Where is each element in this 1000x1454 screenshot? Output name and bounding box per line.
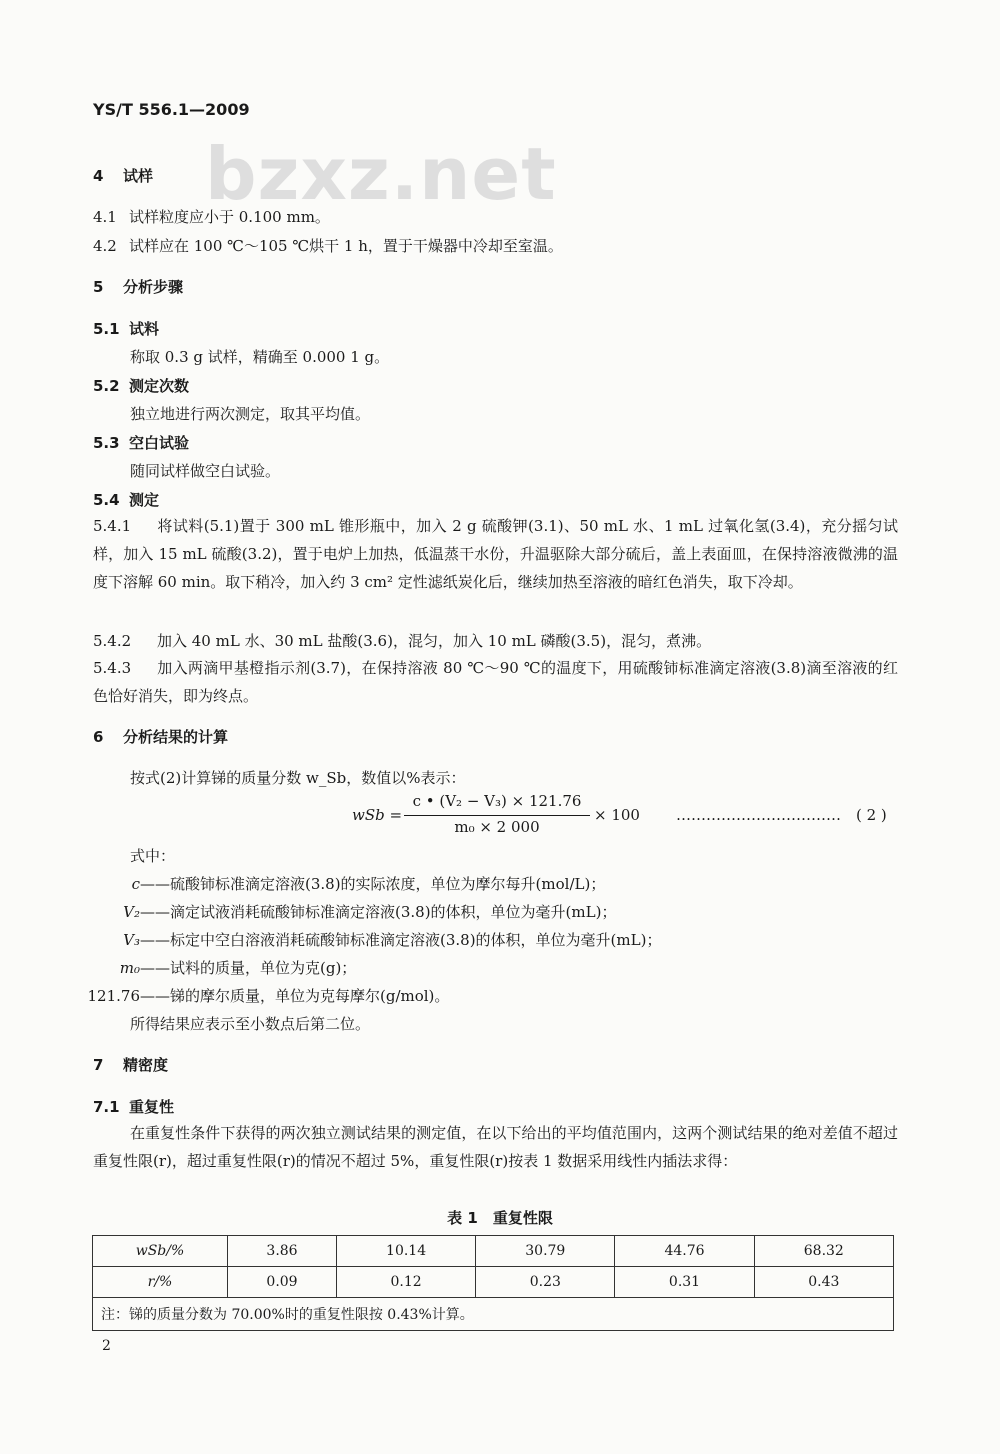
definition-dash: —— xyxy=(140,875,170,893)
table-cell: 0.43 xyxy=(754,1267,893,1298)
repeatability-table xyxy=(92,1235,894,1331)
table-row xyxy=(93,1298,894,1331)
section-title: 分析步骤 xyxy=(123,278,184,296)
clause-number: 4.2 xyxy=(93,237,117,255)
definition-symbol: V₂ xyxy=(123,903,140,921)
definition-dash: —— xyxy=(140,903,170,921)
clause-5-4-3 xyxy=(93,654,898,710)
section-number: 4 xyxy=(93,167,104,185)
clause-7-1-heading xyxy=(93,1096,174,1117)
clause-number: 7.1 xyxy=(93,1098,120,1116)
definition-text: 硫酸铈标准滴定溶液(3.8)的实际浓度，单位为摩尔每升(mol/L)； xyxy=(170,875,606,893)
table-cell: 0.31 xyxy=(615,1267,754,1298)
row-label: wSb/% xyxy=(93,1236,228,1267)
clause-number: 4.1 xyxy=(93,208,117,226)
formula-lhs: wSb = xyxy=(352,806,403,824)
clause-number: 5.4.1 xyxy=(93,517,132,535)
clause-number: 5.3 xyxy=(93,434,120,452)
clause-5-1-heading xyxy=(93,318,159,339)
table-cell: 0.09 xyxy=(228,1267,337,1298)
clause-number: 5.2 xyxy=(93,377,120,395)
definition-text: 试料的质量，单位为克(g)； xyxy=(170,959,357,977)
clause-5-4-1 xyxy=(93,512,898,596)
clause-4-1 xyxy=(93,206,330,227)
watermark: bzxz.net xyxy=(205,132,557,216)
definition-text: 锑的摩尔质量，单位为克每摩尔(g/mol)。 xyxy=(170,987,450,1005)
section-7-heading xyxy=(93,1054,168,1075)
clause-number: 5.4.2 xyxy=(93,632,132,650)
formula-numerator: c • (V₂ − V₃) × 121.76 xyxy=(412,792,582,810)
clause-title: 空白试验 xyxy=(129,434,190,452)
definition-row xyxy=(50,957,356,978)
definition-row xyxy=(50,901,616,922)
clause-4-2 xyxy=(93,235,563,256)
definition-dash: —— xyxy=(140,959,170,977)
table-cell: 10.14 xyxy=(337,1236,476,1267)
formula-leader-dots: …………………………… xyxy=(676,806,841,824)
clause-5-3-heading xyxy=(93,432,189,453)
definition-text: 标定中空白溶液消耗硫酸铈标准滴定溶液(3.8)的体积，单位为毫升(mL)； xyxy=(170,931,662,949)
clause-5-3-text: 随同试样做空白试验。 xyxy=(130,462,281,480)
table-cell: 3.86 xyxy=(228,1236,337,1267)
definition-symbol: 121.76 xyxy=(87,987,140,1005)
definition-row xyxy=(50,873,605,894)
definition-dash: —— xyxy=(140,987,170,1005)
section-5-heading xyxy=(93,276,183,297)
clause-7-1-text: 在重复性条件下获得的两次独立测试结果的测定值，在以下给出的平均值范围内，这两个测试结果的绝对差值不超过重复性限(r)，超过重复性限(r)的情况不超过 5%，重复性限(r)按表 1 数据采用线性内插法求得： xyxy=(93,1124,898,1170)
section-number: 6 xyxy=(93,728,104,746)
table-row xyxy=(93,1236,894,1267)
clause-text: 加入两滴甲基橙指示剂(3.7)，在保持溶液 80 ℃～90 ℃的温度下，用硫酸铈标准滴定溶液(3.8)滴至溶液的红色恰好消失，即为终点。 xyxy=(93,659,898,705)
table-1-title: 表 1 重复性限 xyxy=(447,1209,553,1227)
clause-title: 重复性 xyxy=(129,1098,175,1116)
clause-title: 试料 xyxy=(129,320,160,338)
calculation-intro: 按式(2)计算锑的质量分数 w_Sb，数值以%表示： xyxy=(130,769,466,787)
section-6-heading xyxy=(93,726,228,747)
clause-text: 加入 40 mL 水、30 mL 盐酸(3.6)，混匀，加入 10 mL 磷酸(3.5)，混匀，煮沸。 xyxy=(157,632,712,650)
clause-5-2-heading xyxy=(93,375,189,396)
clause-number: 5.4.3 xyxy=(93,659,132,677)
table-note: 注：锑的质量分数为 70.00%时的重复性限按 0.43%计算。 xyxy=(93,1298,894,1331)
row-label: r/% xyxy=(93,1267,228,1298)
table-cell: 68.32 xyxy=(754,1236,893,1267)
formula-multiplier: × 100 xyxy=(594,806,640,824)
formula-denominator: m₀ × 2 000 xyxy=(454,818,540,836)
table-cell: 0.23 xyxy=(476,1267,615,1298)
section-4-heading xyxy=(93,165,153,186)
definition-symbol: m₀ xyxy=(119,959,140,977)
clause-5-1-text: 称取 0.3 g 试样，精确至 0.000 1 g。 xyxy=(130,348,390,366)
definition-text: 滴定试液消耗硫酸铈标准滴定溶液(3.8)的体积，单位为毫升(mL)； xyxy=(170,903,617,921)
table-cell: 44.76 xyxy=(615,1236,754,1267)
clause-number: 5.1 xyxy=(93,320,120,338)
where-label: 式中： xyxy=(130,847,176,865)
page-number: 2 xyxy=(102,1338,111,1354)
definition-row xyxy=(50,985,449,1006)
section-number: 7 xyxy=(93,1056,104,1074)
section-title: 分析结果的计算 xyxy=(123,728,229,746)
definition-symbol: c xyxy=(131,875,140,893)
table-cell: 0.12 xyxy=(337,1267,476,1298)
clause-5-2-text: 独立地进行两次测定，取其平均值。 xyxy=(130,405,371,423)
section-title: 试样 xyxy=(123,167,154,185)
clause-5-4-heading xyxy=(93,489,159,510)
table-cell: 30.79 xyxy=(476,1236,615,1267)
clause-5-4-2 xyxy=(93,630,711,651)
fraction-bar xyxy=(404,815,590,816)
table-row xyxy=(93,1267,894,1298)
section-title: 精密度 xyxy=(123,1056,169,1074)
definition-symbol: V₃ xyxy=(123,931,140,949)
result-precision-note: 所得结果应表示至小数点后第二位。 xyxy=(130,1015,371,1033)
clause-text: 试样粒度应小于 0.100 mm。 xyxy=(129,208,330,226)
definition-dash: —— xyxy=(140,931,170,949)
definition-row xyxy=(50,929,661,950)
formula-equation-number: ( 2 ) xyxy=(856,806,887,824)
clause-title: 测定 xyxy=(129,491,160,509)
clause-title: 测定次数 xyxy=(129,377,190,395)
standard-code-header: YS/T 556.1—2009 xyxy=(93,100,250,119)
clause-text: 试样应在 100 ℃～105 ℃烘干 1 h，置于干燥器中冷却至室温。 xyxy=(129,237,563,255)
clause-number: 5.4 xyxy=(93,491,120,509)
clause-text: 将试料(5.1)置于 300 mL 锥形瓶中，加入 2 g 硫酸钾(3.1)、50 mL 水、1 mL 过氧化氢(3.4)，充分摇匀试样，加入 15 mL 硫酸(3.2)，置于电炉上加热，低温蒸干水份，升温驱除大部分硫后，盖上表面皿，在保持溶液微沸的温度下溶解 60 min。取下稍冷，加入约 3 cm² 定性滤纸炭化后，继续加热至溶液的暗红色消失，取下冷却。 xyxy=(93,517,898,591)
section-number: 5 xyxy=(93,278,104,296)
